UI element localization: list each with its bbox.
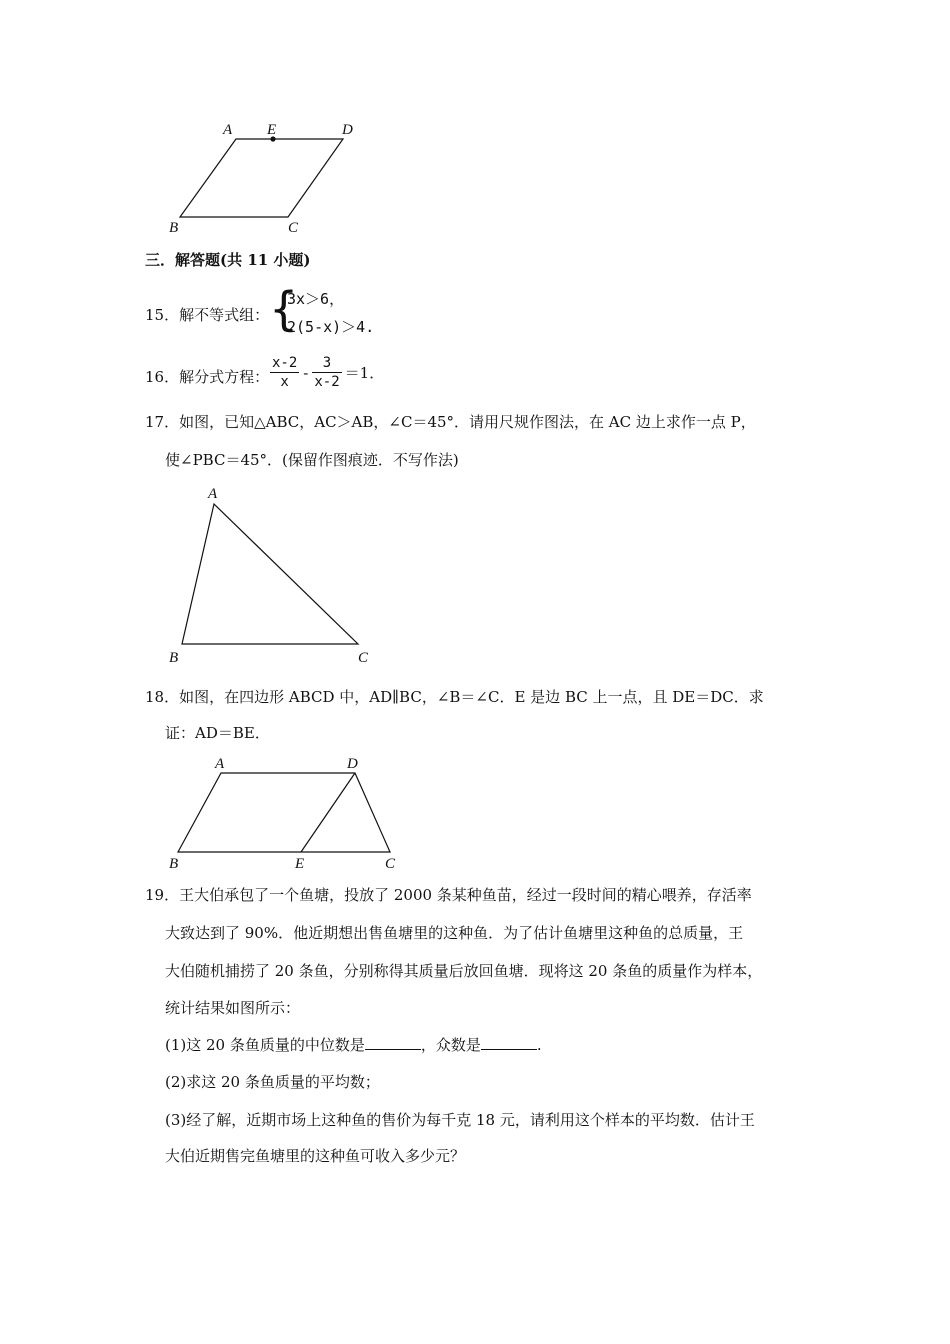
fraction-1 [270, 354, 299, 391]
system-brace: { [269, 282, 299, 336]
q19-line-4: 统计结果如图所示： [165, 999, 301, 1017]
q19-line-2: 大致达到了 90%．他近期想出售鱼塘里的这种鱼．为了估计鱼塘里这种鱼的总质量，王 [165, 924, 744, 942]
q16-suffix: ＝1． [344, 364, 385, 382]
q18-line-1: 18．如图，在四边形 ABCD 中，AD∥BC，∠B＝∠C．E 是边 BC 上一点，且 DE＝DC．求 [145, 688, 764, 706]
q15-inequality-1: 3x＞6， [287, 290, 345, 308]
label-e: E [267, 122, 277, 138]
segment-de [301, 773, 355, 852]
label-c: C [385, 856, 396, 872]
label-b: B [169, 856, 179, 872]
label-d: D [342, 122, 353, 138]
q19-sub-1-text-c: . [536, 1036, 542, 1054]
section-title: 三．解答题(共 11 小题) [145, 251, 311, 269]
fraction-2-numerator: 3 [312, 354, 341, 373]
q19-sub-1 [165, 1034, 542, 1055]
figure-quadrilateral-abcd [160, 752, 410, 874]
label-e: E [295, 856, 305, 872]
parallelogram-shape [180, 139, 343, 217]
q19-sub-3-line-2: 大伯近期售完鱼塘里的这种鱼可收入多少元？ [165, 1147, 466, 1165]
fraction-2-denominator: x-2 [314, 374, 340, 390]
q17-line-1: 17．如图，已知△ABC，AC＞AB，∠C＝45°．请用尺规作图法，在 AC 边上求作一点 P， [145, 413, 756, 431]
q16-prefix: 16．解分式方程： [145, 368, 270, 386]
q17-line-2: 使∠PBC＝45°．(保留作图痕迹．不写作法) [165, 451, 459, 469]
q19-sub-2: (2)求这 20 条鱼质量的平均数； [165, 1073, 380, 1091]
label-b: B [169, 220, 179, 236]
triangle-shape [182, 504, 358, 644]
median-answer-blank[interactable] [365, 1035, 421, 1050]
fraction-1-denominator: x [280, 374, 289, 390]
figure-triangle-abc [160, 480, 390, 670]
q19-sub-1-text-a: (1)这 20 条鱼质量的中位数是 [165, 1036, 365, 1054]
label-c: C [358, 650, 369, 666]
q19-line-1: 19．王大伯承包了一个鱼塘，投放了 2000 条某种鱼苗，经过一段时间的精心喂养，存活率 [145, 886, 752, 904]
q15-inequality-2: 2(5-x)＞4. [287, 318, 375, 336]
minus-sign: - [303, 363, 309, 382]
mode-answer-blank[interactable] [481, 1035, 537, 1050]
q19-sub-1-text-b: ，众数是 [420, 1036, 481, 1054]
label-d: D [347, 756, 358, 772]
q15-prefix: 15．解不等式组： [145, 306, 270, 324]
label-a: A [215, 756, 225, 772]
label-c: C [288, 220, 299, 236]
q19-line-3: 大伯随机捕捞了 20 条鱼，分别称得其质量后放回鱼塘．现将这 20 条鱼的质量作为样本， [165, 962, 763, 980]
fraction-1-numerator: x-2 [272, 355, 298, 371]
figure-parallelogram-abcd [160, 115, 380, 240]
q18-line-2: 证：AD＝BE． [165, 724, 270, 742]
q16-equation [270, 354, 384, 391]
label-b: B [169, 650, 179, 666]
label-a: A [208, 486, 218, 502]
quadrilateral-shape [178, 773, 390, 852]
q19-sub-3-line-1: (3)经了解，近期市场上这种鱼的售价为每千克 18 元，请利用这个样本的平均数．估计王 [165, 1111, 755, 1129]
label-a: A [223, 122, 233, 138]
fraction-2 [312, 354, 341, 391]
